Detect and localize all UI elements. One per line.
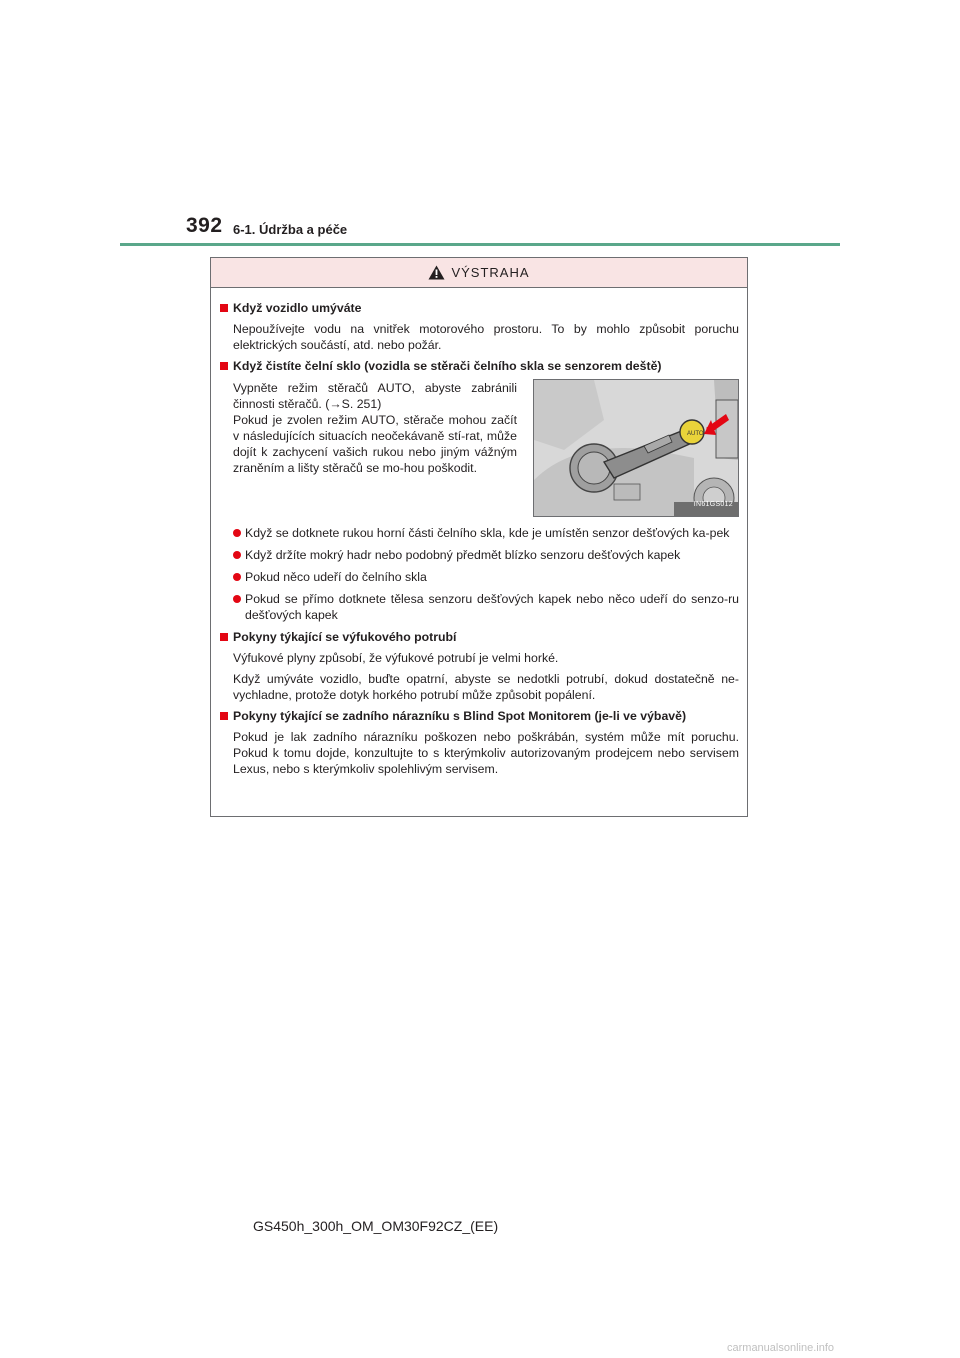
red-dot-marker: [233, 573, 241, 581]
paragraph-exhaust-2: Když umýváte vozidlo, buďte opatrní, abyste se nedotkli potrubí, dokud dostatečně ne-vychladne, protože dotyk horkého potrubí může způsobit popálení.: [233, 672, 739, 702]
windshield-text-2: Pokud je zvolen režim AUTO, stěrače mohou začít v následujících situacích neočekávaně stí-rat, může dojít k zachycení vašich rukou nebo jiným vážným zraněním a lišty stěračů se mo-hou poškodit.: [233, 413, 517, 475]
warning-box: [210, 257, 748, 817]
warning-title: VÝSTRAHA: [451, 265, 530, 280]
svg-text:AUTO: AUTO: [687, 431, 704, 437]
red-dot-marker: [233, 551, 241, 559]
warning-header: [211, 258, 747, 288]
subheading-windshield: [219, 358, 739, 374]
bullet-item: [233, 547, 739, 563]
bullet-text: Když se dotknete rukou horní části čelního skla, kde je umístěn senzor dešťových ka-pek: [245, 526, 730, 540]
red-dot-marker: [233, 529, 241, 537]
subheading-bumper-text: Pokyny týkající se zadního nárazníku s Blind Spot Monitorem (je-li ve výbavě): [233, 709, 687, 723]
header-rule: [120, 243, 840, 246]
subheading-exhaust-text: Pokyny týkající se výfukového potrubí: [233, 630, 457, 644]
subheading-bumper: [219, 708, 739, 724]
section-title: 6-1. Údržba a péče: [233, 222, 348, 237]
figure-text: [233, 380, 517, 476]
figure-row: [233, 379, 739, 517]
bullet-text: Pokud se přímo dotknete tělesa senzoru dešťových kapek nebo něco udeří do senzo-ru dešťových kapek: [245, 592, 739, 622]
warning-body: [219, 300, 739, 782]
subheading-wash-text: Když vozidlo umýváte: [233, 301, 362, 315]
figure-code: IN61GS012: [693, 501, 733, 508]
red-square-marker: [220, 304, 228, 312]
red-square-marker: [220, 633, 228, 641]
paragraph-exhaust-1: Výfukové plyny způsobí, že výfukové potrubí je velmi horké.: [233, 651, 559, 665]
subheading-windshield-text: Když čistíte čelní sklo (vozidla se stěrači čelního skla se senzorem deště): [233, 359, 662, 373]
footer-model-code: GS450h_300h_OM_OM30F92CZ_(EE): [253, 1218, 499, 1234]
bullet-text: Pokud něco udeří do čelního skla: [245, 570, 427, 584]
page-reference-link[interactable]: S. 251): [341, 397, 382, 411]
paragraph-wash: Nepoužívejte vodu na vnitřek motorového prostoru. To by mohlo způsobit poruchu elektrických součástí, atd. nebo požár.: [233, 322, 739, 352]
windshield-text-1: Vypněte režim stěračů AUTO, abyste zabránili činnosti stěračů. (: [233, 381, 517, 411]
subheading-wash: [219, 300, 739, 316]
wiper-lever-figure: [533, 379, 739, 517]
warning-triangle-icon: [428, 265, 445, 280]
subheading-exhaust: [219, 629, 739, 645]
bullet-text: Když držíte mokrý hadr nebo podobný předmět blízko senzoru dešťových kapek: [245, 548, 681, 562]
paragraph-bumper: Pokud je lak zadního nárazníku poškozen nebo poškrábán, systém může mít poruchu. Pokud k tomu dojde, konzultujte to s kterýmkoliv autorizovaným prodejcem nebo servisem Lexus, nebo s kterýmkoliv spolehlivým servisem.: [233, 730, 739, 776]
red-square-marker: [220, 362, 228, 370]
arrow-glyph: →: [329, 397, 342, 411]
page-number: 392: [186, 214, 223, 237]
bullet-item: [233, 591, 739, 623]
wiper-lever-illustration: [534, 380, 738, 516]
watermark: carmanualsonline.info: [727, 1342, 835, 1354]
bullet-item: [233, 569, 739, 585]
bullet-item: [233, 525, 739, 541]
red-dot-marker: [233, 595, 241, 603]
red-square-marker: [220, 712, 228, 720]
